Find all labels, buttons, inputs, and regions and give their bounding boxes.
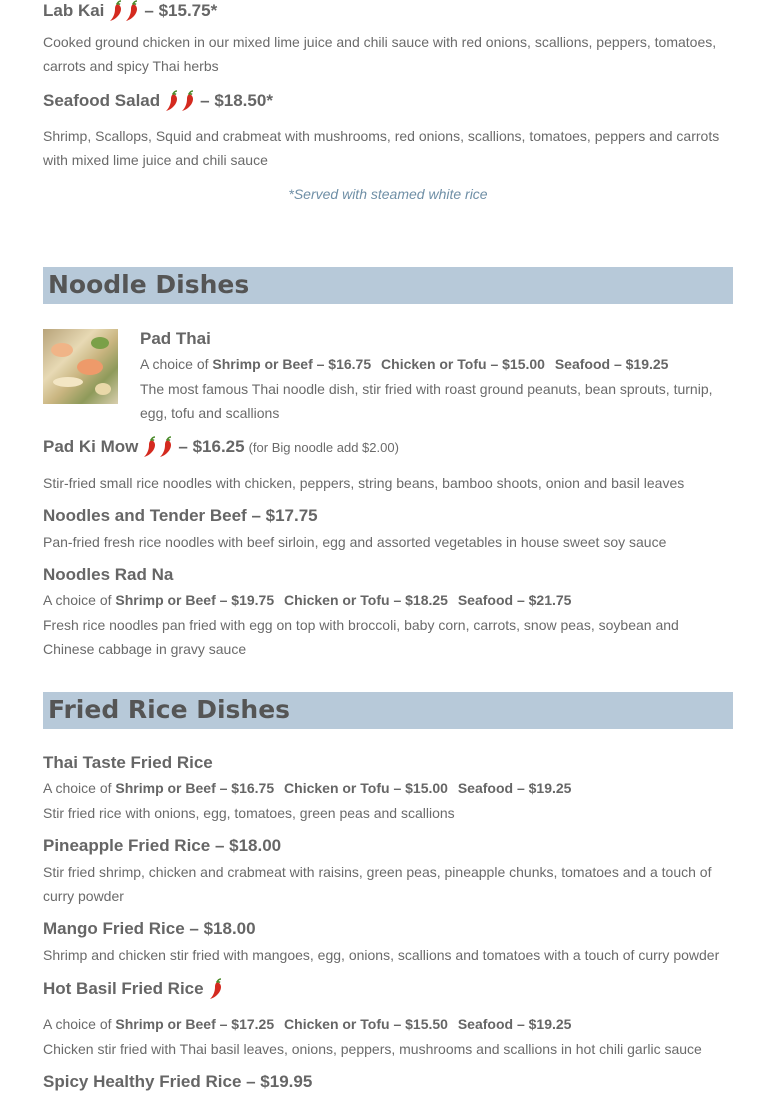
- lab-kai-title: [43, 0, 217, 22]
- option-shrimp-beef: Shrimp or Beef – $19.75: [115, 592, 275, 608]
- option-chicken-tofu: Chicken or Tofu – $15.00: [381, 356, 545, 372]
- seafood-salad-desc: Shrimp, Scallops, Squid and crabmeat with mushrooms, red onions, scallions, tomatoes, peppers and carrots with mixed lime juice and chili sauce: [43, 128, 720, 168]
- option-seafood: Seafood – $19.25: [457, 1016, 572, 1032]
- spicy-healthy-title: Spicy Healthy Fried Rice – $19.95: [43, 1072, 313, 1091]
- chili-pepper-icon: [158, 436, 174, 458]
- noodles-beef-desc: Pan-fried fresh rice noodles with beef sirloin, egg and assorted vegetables in house sweet soy sauce: [43, 534, 667, 550]
- pad-ki-mow-desc: Stir-fried small rice noodles with chicken, peppers, string beans, bamboo shoots, onion and basil leaves: [43, 475, 685, 491]
- choice-prefix: A choice of: [43, 780, 112, 796]
- thai-taste-choices: [43, 780, 571, 796]
- rad-na-title: Noodles Rad Na: [43, 565, 174, 584]
- pad-thai-choices: [140, 356, 668, 372]
- pad-thai-photo: [43, 329, 118, 404]
- choice-prefix: A choice of: [43, 1016, 112, 1032]
- pad-thai-title: [140, 329, 211, 349]
- hot-basil-name: Hot Basil Fried Rice: [43, 979, 204, 998]
- seafood-salad-price: – $18.50*: [200, 91, 273, 110]
- lab-kai-desc: Cooked ground chicken in our mixed lime juice and chili sauce with red onions, scallions, peppers, tomatoes, carrots and spicy Thai herbs: [43, 34, 717, 74]
- thai-taste-desc: Stir fried rice with onions, egg, tomatoes, green peas and scallions: [43, 805, 455, 821]
- noodles-beef-title: Noodles and Tender Beef – $17.75: [43, 506, 318, 525]
- option-shrimp-beef: Shrimp or Beef – $17.25: [115, 1016, 275, 1032]
- pad-thai-name: Pad Thai: [140, 329, 211, 348]
- choice-prefix: A choice of: [140, 356, 209, 372]
- option-seafood: Seafood – $21.75: [457, 592, 572, 608]
- pineapple-title: Pineapple Fried Rice – $18.00: [43, 836, 282, 855]
- seafood-salad-spice: [164, 90, 196, 112]
- pad-ki-mow-name: Pad Ki Mow: [43, 437, 139, 456]
- option-seafood: Seafood – $19.25: [457, 780, 572, 796]
- lab-kai-spice: [108, 0, 140, 22]
- hot-basil-desc: Chicken stir fried with Thai basil leaves, onions, peppers, mushrooms and scallions in hot chili garlic sauce: [43, 1041, 702, 1057]
- chili-pepper-icon: [108, 0, 124, 22]
- option-shrimp-beef: Shrimp or Beef – $16.75: [115, 780, 275, 796]
- hot-basil-title: [43, 978, 228, 1000]
- section-title: Noodle Dishes: [48, 270, 250, 299]
- option-chicken-tofu: Chicken or Tofu – $18.25: [284, 592, 448, 608]
- pad-thai-desc: The most famous Thai noodle dish, stir fried with roast ground peanuts, bean sprouts, turnip, egg, tofu and scallions: [140, 381, 713, 421]
- section-title: Fried Rice Dishes: [48, 695, 291, 724]
- chili-pepper-icon: [142, 436, 158, 458]
- thai-taste-title: Thai Taste Fried Rice: [43, 753, 213, 772]
- pad-ki-mow-price: – $16.25: [178, 437, 245, 456]
- choice-prefix: A choice of: [43, 592, 112, 608]
- pineapple-desc: Stir fried shrimp, chicken and crabmeat with raisins, green peas, pineapple chunks, tomatoes and a touch of curry powder: [43, 864, 712, 904]
- rad-na-desc: Fresh rice noodles pan fried with egg on top with broccoli, baby corn, carrots, snow peas, soybean and Chinese cabbage in gravy sauce: [43, 617, 679, 657]
- mango-desc: Shrimp and chicken stir fried with mangoes, egg, onions, scallions and tomatoes with a touch of curry powder: [43, 947, 720, 963]
- seafood-salad-title: [43, 90, 273, 112]
- lab-kai-price: – $15.75*: [144, 1, 218, 20]
- section-noodle-dishes: [43, 267, 733, 304]
- option-chicken-tofu: Chicken or Tofu – $15.50: [284, 1016, 448, 1032]
- chili-pepper-icon: [180, 90, 196, 112]
- pad-ki-mow-spice: [142, 436, 174, 458]
- served-note: *Served with steamed white rice: [288, 186, 488, 202]
- chili-pepper-icon: [164, 90, 180, 112]
- pad-ki-mow-note: (for Big noodle add $2.00): [248, 439, 399, 455]
- section-fried-rice-dishes: [43, 692, 733, 729]
- option-shrimp-beef: Shrimp or Beef – $16.75: [212, 356, 372, 372]
- option-chicken-tofu: Chicken or Tofu – $15.00: [284, 780, 448, 796]
- hot-basil-choices: [43, 1016, 571, 1032]
- seafood-salad-name: Seafood Salad: [43, 91, 161, 110]
- chili-pepper-icon: [208, 978, 224, 1000]
- pad-ki-mow-title: [43, 436, 399, 458]
- chili-pepper-icon: [124, 0, 140, 22]
- option-seafood: Seafood – $19.25: [554, 356, 669, 372]
- rad-na-choices: [43, 592, 571, 608]
- hot-basil-spice: [208, 978, 224, 1000]
- lab-kai-name: Lab Kai: [43, 1, 105, 20]
- mango-title: Mango Fried Rice – $18.00: [43, 919, 256, 938]
